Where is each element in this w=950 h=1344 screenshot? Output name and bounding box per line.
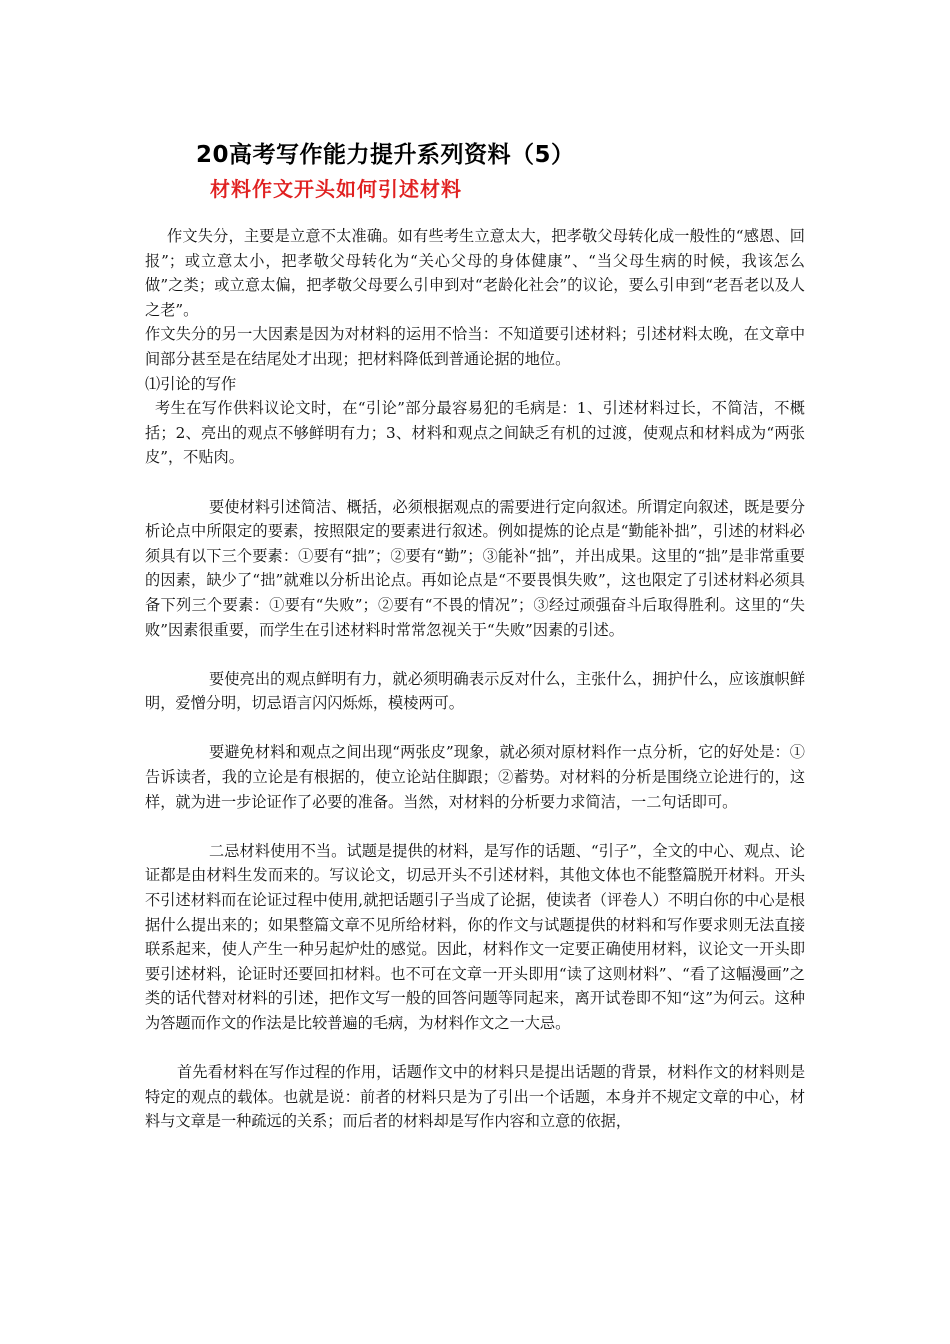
paragraph: 作文失分，主要是立意不太准确。如有些考生立意太大，把孝敬父母转化成一般性的“感恩、回报”；或立意太小，把孝敬父母转化为“关心父母的身体健康”、“当父母生病的时候，我该怎么做”之类；或立意太偏，把孝敬父母要么引申到对“老龄化社会”的议论，要么引申到“老吾老以及人之老”。 bbox=[145, 227, 805, 319]
paragraph: 要使亮出的观点鲜明有力，就必须明确表示反对什么，主张什么，拥护什么，应该旗帜鲜明，爱憎分明，切忌语言闪闪烁烁，模棱两可。 bbox=[145, 669, 805, 713]
paragraph: 要避免材料和观点之间出现“两张皮”现象，就必须对原材料作一点分析，它的好处是：①告诉读者，我的立论是有根据的，使立论站住脚跟；②蓄势。对材料的分析是围绕立论进行的，这样，就为进一步论证作了必要的准备。当然，对材料的分析要力求简洁，一二句话即可。 bbox=[145, 743, 805, 811]
paragraph: 考生在写作供料议论文时，在“引论”部分最容易犯的毛病是：1、引述材料过长，不简洁，不概括；2、亮出的观点不够鲜明有力；3、材料和观点之间缺乏有机的过渡，使观点和材料成为“两张皮”，不贴肉。 bbox=[145, 399, 805, 467]
paragraph: 要使材料引述简洁、概括，必须根据观点的需要进行定向叙述。所谓定向叙述，既是要分析论点中所限定的要素，按照限定的要素进行叙述。例如提炼的论点是“勤能补拙”，引述的材料必须具有以下三个要素：①要有“拙”；②要有“勤”；③能补“拙”，并出成果。这里的“拙”是非常重要的因素，缺少了“拙”就难以分析出论点。再如论点是“不要畏惧失败”，这也限定了引述材料必须具备下列三个要素：①要有“失败”；②要有“不畏的情况”；③经过顽强奋斗后取得胜利。这里的“失败”因素很重要，而学生在引述材料时常常忽视关于“失败”因素的引述。 bbox=[145, 497, 805, 639]
paragraph: 首先看材料在写作过程的作用，话题作文中的材料只是提出话题的背景，材料作文的材料则是特定的观点的载体。也就是说：前者的材料只是为了引出一个话题，本身并不规定文章的中心，材料与文章是一种疏远的关系；而后者的材料却是写作内容和立意的依据， bbox=[145, 1063, 805, 1131]
document-body bbox=[145, 224, 805, 1134]
document-subtitle: 材料作文开头如何引述材料 bbox=[210, 177, 462, 201]
document-title: 20高考写作能力提升系列资料（5） bbox=[196, 142, 575, 168]
paragraph: 二忌材料使用不当。试题是提供的材料，是写作的话题、“引子”，全文的中心、观点、论证都是由材料生发而来的。写议论文，切忌开头不引述材料，其他文体也不能整篇脱开材料。开头不引述材料而在论证过程中使用,就把话题引子当成了论据，使读者（评卷人）不明白你的中心是根据什么提出来的；如果整篇文章不见所给材料，你的作文与试题提供的材料和写作要求则无法直接联系起来，使人产生一种另起炉灶的感觉。因此，材料作文一定要正确使用材料，议论文一开头即要引述材料，论证时还要回扣材料。也不可在文章一开头即用“读了这则材料”、“看了这幅漫画”之类的话代替对材料的引述，把作文写一般的回答问题等同起来，离开试卷即不知“这”为何云。这种为答题而作文的作法是比较普遍的毛病，为材料作文之一大忌。 bbox=[145, 841, 805, 1032]
section-heading: ⑴引论的写作 bbox=[145, 374, 237, 393]
paragraph: 作文失分的另一大因素是因为对材料的运用不恰当：不知道要引述材料；引述材料太晚，在文章中间部分甚至是在结尾处才出现；把材料降低到普通论据的地位。 bbox=[145, 325, 805, 368]
